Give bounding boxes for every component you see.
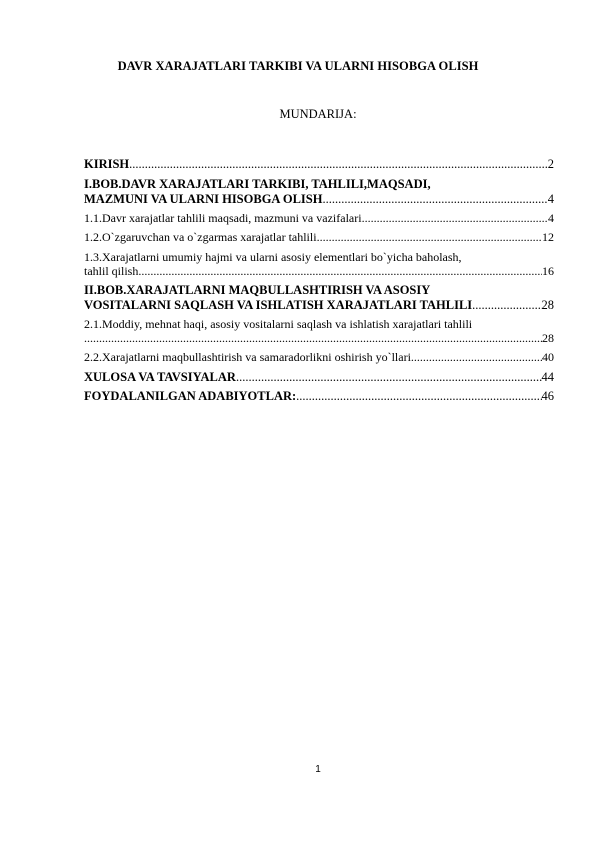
toc-leader-dots [129, 157, 548, 172]
toc-entry-1-2[interactable] [84, 230, 554, 245]
toc-entry-title: FOYDALANILGAN ADABIYOTLAR: [84, 389, 297, 403]
toc-entry-title: XULOSA VA TAVSIYALAR [84, 369, 236, 384]
toc-page-number: 2 [547, 157, 554, 171]
toc-entry-title-line-1: II.BOB.XARAJATLARNI MAQBULLASHTIRISH VA ASOSIY [84, 283, 431, 297]
toc-leader-dots [84, 331, 542, 346]
toc-page-number: 44 [541, 369, 554, 384]
toc-entry-title: 1.2.O`zgaruvchan va o`zgarmas xarajatlar tahlili [84, 230, 317, 244]
toc-page-number: 46 [541, 389, 554, 403]
toc-page-number: 16 [542, 264, 554, 278]
toc-leader-dots [317, 230, 542, 245]
toc-leader-dots [472, 298, 541, 313]
toc-leader-dots [411, 350, 542, 365]
toc-leader-dots [296, 389, 541, 404]
toc-entry-title: 2.2.Xarajatlarni maqbullashtirish va samaradorlikni oshirish yo`llari [84, 350, 411, 364]
toc-leader-dots [362, 211, 548, 226]
toc-entry-chapter-1[interactable] [84, 177, 554, 206]
toc-entry-2-1[interactable] [84, 317, 554, 346]
document-title: DAVR XARAJATLARI TARKIBI VA ULARNI HISOBGA OLISH [117, 59, 479, 73]
toc-entry-adabiyotlar[interactable] [84, 389, 554, 404]
toc-entry-title-line-1: 1.3.Xarajatlarni umumiy hajmi va ularni asosiy elementlari bo`yicha baholash, [84, 249, 462, 264]
toc-entry-2-2[interactable] [84, 350, 554, 365]
toc-entry-title-line-1: 2.1.Moddiy, mehnat haqi, asosiy vositalarni saqlash va ishlatish xarajatlari tahlili [84, 316, 473, 331]
toc-page-number: 28 [541, 297, 554, 312]
toc-entry-title: KIRISH [84, 157, 130, 171]
toc-entry-title-line-2: MAZMUNI VA ULARNI HISOBGA OLISH [84, 191, 323, 206]
page-number: 1 [315, 764, 321, 775]
toc-entry-1-1[interactable] [84, 211, 554, 226]
toc-heading: MUNDARIJA: [279, 107, 357, 121]
toc-entry-1-3[interactable] [84, 250, 554, 279]
toc-entry-title-line-1: I.BOB.DAVR XARAJATLARI TARKIBI, TAHLILI,MAQSADI, [84, 177, 431, 191]
toc-page-number: 28 [542, 331, 554, 345]
toc-entry-title-line-2: tahlil qilish [84, 264, 139, 278]
toc-entry-xulosa[interactable] [84, 370, 554, 385]
toc-leader-dots [138, 264, 542, 279]
toc-entry-title-line-2: VOSITALARNI SAQLASH VA ISHLATISH XARAJATLARI TAHLILI [84, 297, 473, 312]
toc-leader-dots [236, 370, 542, 385]
toc-page-number: 12 [542, 230, 554, 244]
toc-entry-kirish[interactable] [84, 157, 554, 172]
toc-leader-dots [322, 192, 547, 207]
toc-entry-title: 1.1.Davr xarajatlar tahlili maqsadi, mazmuni va vazifalari [84, 210, 362, 225]
toc-entry-chapter-2[interactable] [84, 283, 554, 312]
toc-page-number: 40 [542, 350, 554, 364]
toc-page-number: 4 [548, 210, 554, 225]
toc-page-number: 4 [547, 191, 554, 206]
table-of-contents [84, 157, 554, 409]
